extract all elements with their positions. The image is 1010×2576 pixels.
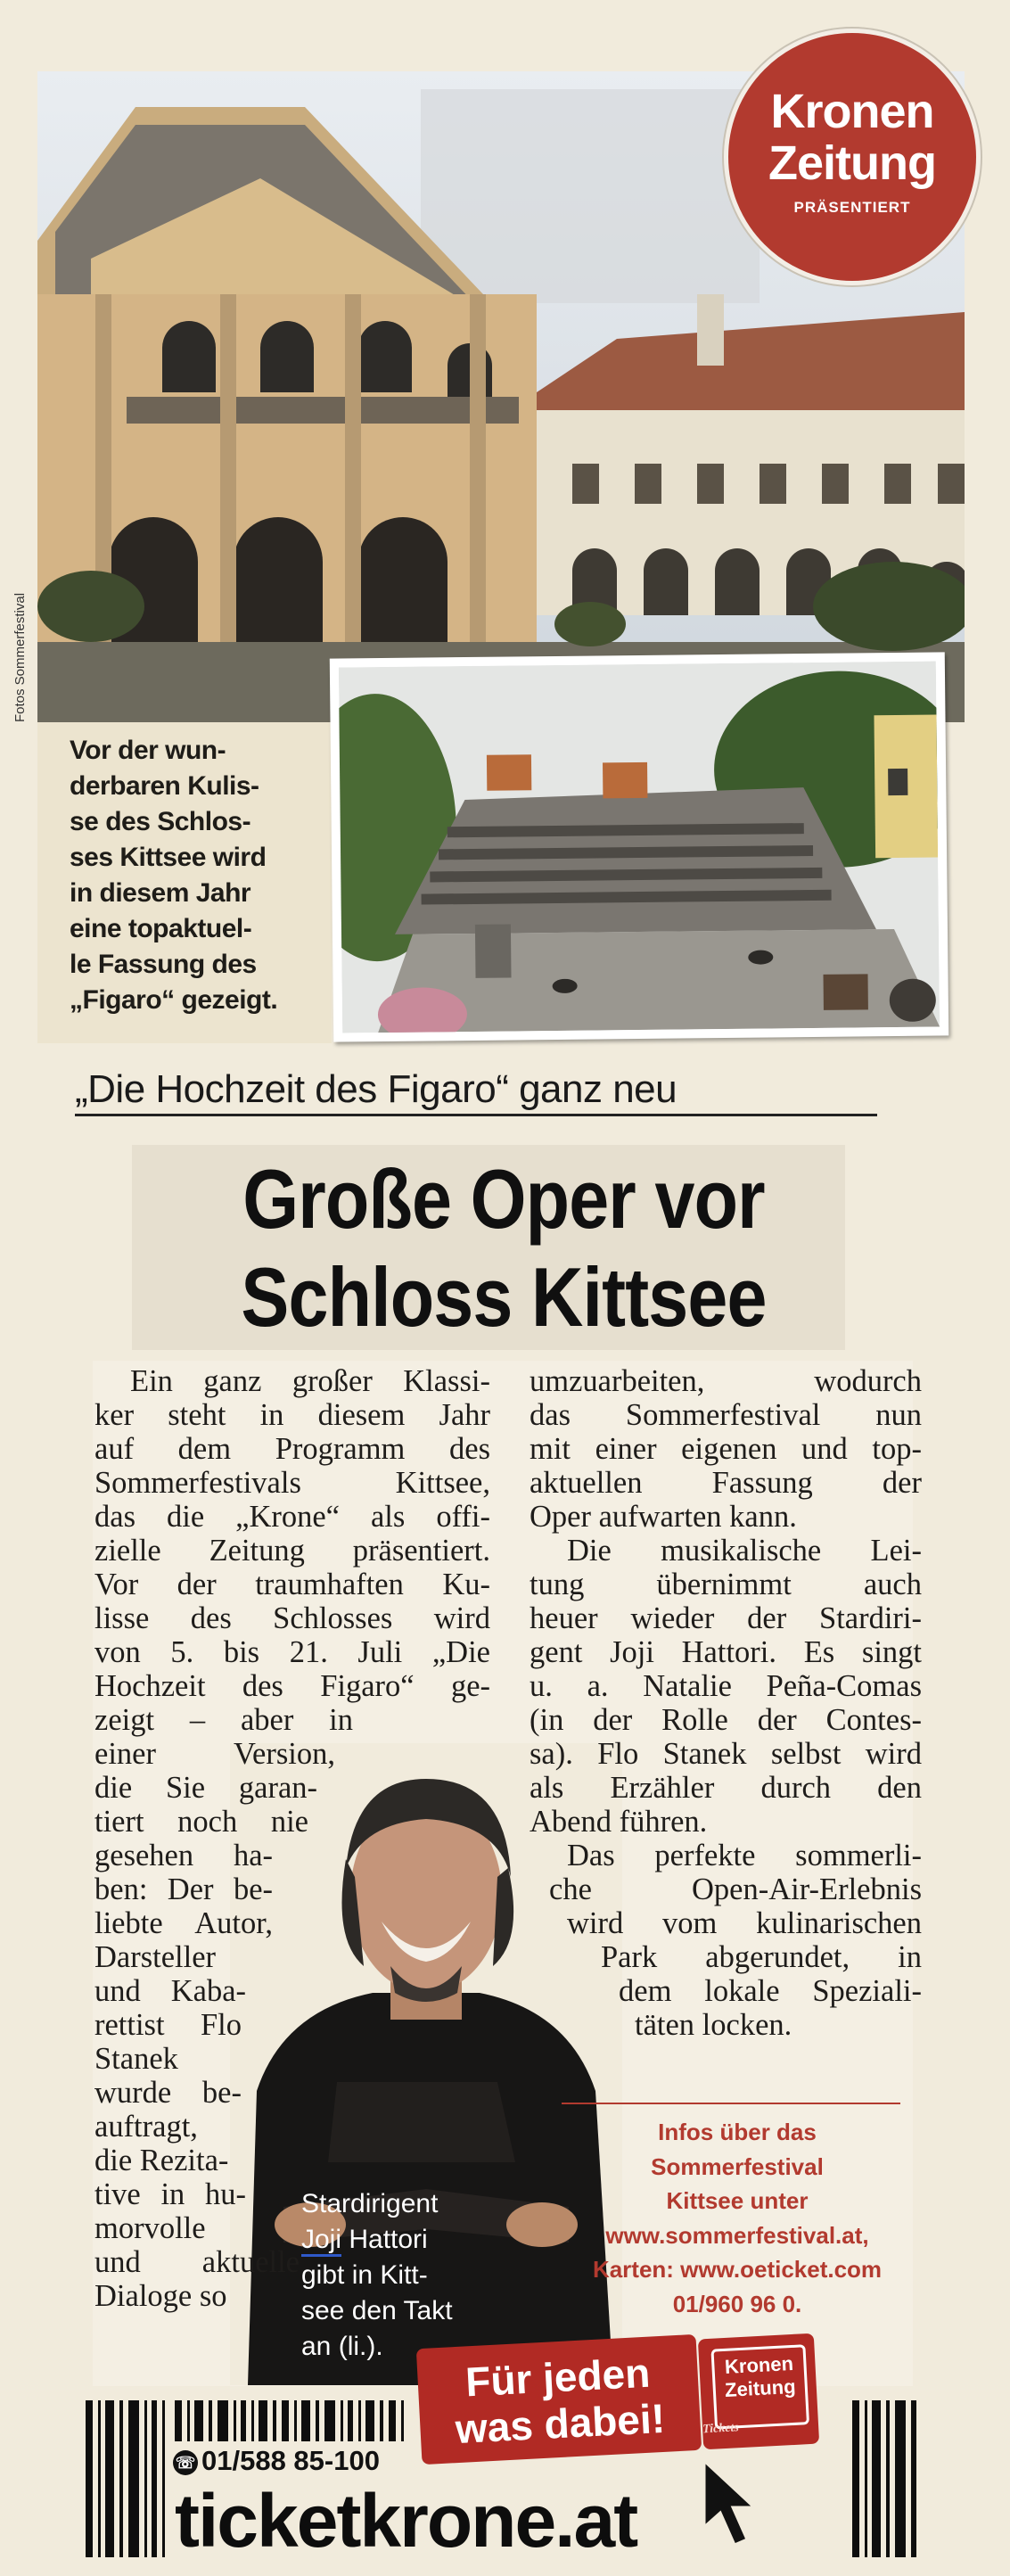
article-line: Hochzeit des Figaro“ ge- bbox=[94, 1669, 490, 1703]
stage-illustration bbox=[339, 662, 940, 1033]
caption-line: le Fassung des bbox=[70, 950, 257, 979]
caption-line: eine topaktuel- bbox=[70, 914, 252, 943]
article-line: Stanek bbox=[94, 2042, 178, 2076]
article-line: lisse des Schlosses wird bbox=[94, 1601, 490, 1635]
article-line: Oper aufwarten kann. bbox=[530, 1500, 797, 1534]
article-line: tive in hu- bbox=[94, 2177, 246, 2211]
ticket-website[interactable]: ticketkrone.at bbox=[175, 2479, 637, 2563]
phone-icon: ☏ bbox=[173, 2450, 198, 2475]
article-line: ker steht in diesem Jahr bbox=[94, 1398, 490, 1432]
article-line: u. a. Natalie Peña-Comas bbox=[530, 1669, 922, 1703]
caption-line: in diesem Jahr bbox=[70, 878, 251, 908]
article-line: tung übernimmt auch bbox=[530, 1568, 922, 1601]
portrait-caption-line: see den Takt bbox=[301, 2296, 453, 2325]
article-line: einer Version, bbox=[94, 1737, 335, 1771]
kronen-zeitung-badge bbox=[724, 29, 981, 285]
badge-line-3: PRÄSENTIERT bbox=[793, 199, 911, 216]
kronen-tickets-logo bbox=[698, 2333, 819, 2450]
article-line: als Erzähler durch den bbox=[530, 1771, 922, 1805]
info-link-festival[interactable]: www.sommerfestival.at, bbox=[605, 2221, 869, 2249]
portrait-caption bbox=[301, 2186, 506, 2365]
article-line: umzuarbeiten, wodurch bbox=[530, 1364, 922, 1398]
logo-line-1: Kronen bbox=[724, 2351, 794, 2378]
article-line: dem lokale Speziali- bbox=[619, 1974, 922, 2008]
slogan-line-2: was dabei! bbox=[454, 2394, 667, 2453]
article-line: und Kaba- bbox=[94, 1974, 246, 2008]
slogan-line-1: Für jeden bbox=[464, 2349, 652, 2406]
caption-line: derbaren Kulis- bbox=[70, 771, 259, 801]
article-line: sa). Flo Stanek selbst wird bbox=[530, 1737, 922, 1771]
info-box bbox=[563, 2115, 911, 2321]
article-line: Sommerfestivals Kittsee, bbox=[94, 1466, 490, 1500]
article-line: tiert noch nie bbox=[94, 1805, 308, 1839]
article-line: Abend führen. bbox=[530, 1805, 708, 1839]
kicker: „Die Hochzeit des Figaro“ ganz neu bbox=[75, 1066, 877, 1116]
article-line: das Sommerfestival nun bbox=[530, 1398, 922, 1432]
portrait-caption-line: gibt in Kitt- bbox=[301, 2260, 428, 2290]
article-line: zielle Zeitung präsentiert. bbox=[94, 1534, 490, 1568]
article-line: wurde be- bbox=[94, 2076, 242, 2110]
article-line: Dialoge so bbox=[94, 2279, 227, 2313]
article-line: auf dem Programm des bbox=[94, 1432, 490, 1466]
cursor-arrow-icon bbox=[699, 2457, 770, 2555]
conductor-surname: Hattori bbox=[341, 2225, 428, 2254]
article-line: die Sie garan- bbox=[94, 1771, 317, 1805]
article-line: Ein ganz großer Klassi- bbox=[130, 1364, 490, 1398]
conductor-name: Joji bbox=[301, 2225, 341, 2257]
caption-line: se des Schlos- bbox=[70, 807, 251, 836]
article-line: wird vom kulinarischen bbox=[567, 1906, 922, 1940]
article-line: täten locken. bbox=[635, 2008, 792, 2042]
article-line: che Open-Air-Erlebnis bbox=[549, 1872, 922, 1906]
article-line: rettist Flo bbox=[94, 2008, 242, 2042]
photo-credit: Fotos Sommerfestival bbox=[12, 592, 28, 722]
info-link-tickets[interactable]: Karten: www.oeticket.com bbox=[592, 2256, 883, 2283]
article-line: mit einer eigenen und top- bbox=[530, 1432, 922, 1466]
article-line: Das perfekte sommerli- bbox=[567, 1839, 922, 1872]
article-line: gent Joji Hattori. Es singt bbox=[530, 1635, 922, 1669]
logo-line-2: Zeitung bbox=[724, 2374, 797, 2401]
caption-line: „Figaro“ gezeigt. bbox=[70, 985, 278, 1015]
headline-line-2: Schloss Kittsee bbox=[241, 1250, 767, 1344]
ticket-phone-number: 01/588 85-100 bbox=[201, 2445, 380, 2476]
ticket-phone[interactable] bbox=[173, 2445, 440, 2477]
article-line: gesehen ha- bbox=[94, 1839, 273, 1872]
article-line: Park abgerundet, in bbox=[601, 1940, 922, 1974]
article-line: morvolle bbox=[94, 2211, 206, 2245]
portrait-caption-line: Stardirigent bbox=[301, 2189, 439, 2218]
info-line: Sommerfestival bbox=[651, 2152, 824, 2180]
article-line: zeigt – aber in bbox=[94, 1703, 353, 1737]
info-divider bbox=[562, 2103, 900, 2104]
article-line: Die musikalische Lei- bbox=[567, 1534, 922, 1568]
photo-caption bbox=[70, 733, 328, 1018]
kronen-tickets-logo-frame bbox=[710, 2344, 809, 2429]
article-line: heuer wieder der Stardiri- bbox=[530, 1601, 922, 1635]
caption-line: Vor der wun- bbox=[70, 736, 226, 765]
info-line: 01/960 96 0. bbox=[672, 2290, 802, 2317]
caption-line: ses Kittsee wird bbox=[70, 843, 267, 872]
badge-line-2: Zeitung bbox=[768, 136, 936, 190]
badge-line-1: Kronen bbox=[770, 85, 934, 138]
article-line: die Rezita- bbox=[94, 2144, 229, 2177]
portrait-caption-line: an (li.). bbox=[301, 2332, 383, 2361]
article-line: Darsteller bbox=[94, 1940, 217, 1974]
headline bbox=[162, 1150, 844, 1346]
article-line: ben: Der be- bbox=[94, 1872, 273, 1906]
slogan-banner bbox=[416, 2334, 702, 2465]
article-line: (in der Rolle der Contes- bbox=[530, 1703, 922, 1737]
headline-line-1: Große Oper vor bbox=[242, 1152, 765, 1246]
article-line: liebte Autor, bbox=[94, 1906, 273, 1940]
stage-photo bbox=[330, 652, 948, 1041]
portrait-caption-line bbox=[301, 2222, 506, 2258]
article-line: auftragt, bbox=[94, 2110, 198, 2144]
article-line: Vor der traumhaften Ku- bbox=[94, 1568, 490, 1601]
article-line: das die „Krone“ als offi- bbox=[94, 1500, 490, 1534]
article-line: von 5. bis 21. Juli „Die bbox=[94, 1635, 490, 1669]
logo-line-3: Tickets bbox=[702, 2421, 740, 2437]
info-line: Infos über das bbox=[658, 2119, 817, 2145]
article-line: und aktuelle bbox=[94, 2245, 300, 2279]
info-line: Kittsee unter bbox=[666, 2187, 809, 2214]
article-line: aktuellen Fassung der bbox=[530, 1466, 922, 1500]
